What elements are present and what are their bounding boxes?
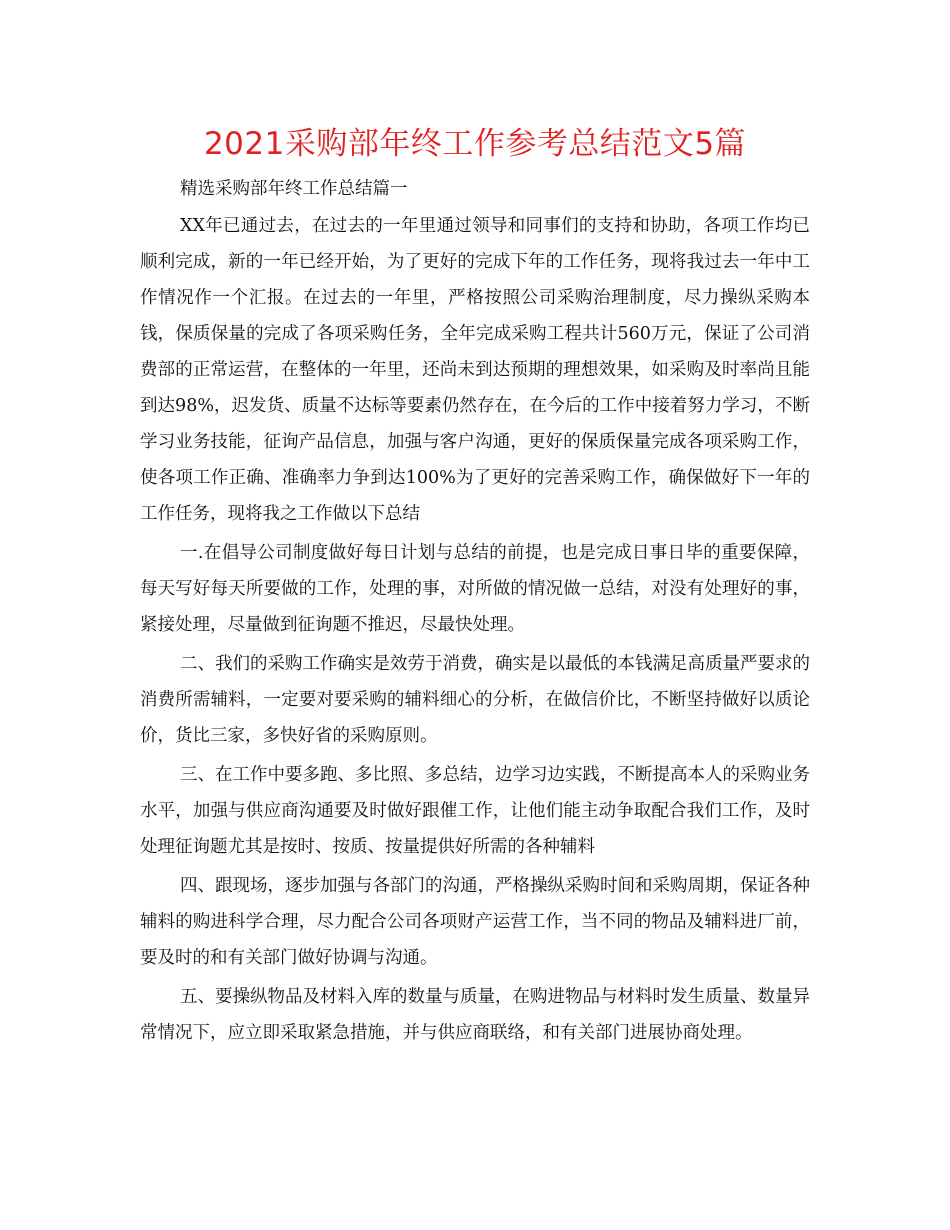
- section-subtitle: 精选采购部年终工作总结篇一: [180, 179, 408, 199]
- paragraph-point-2: 二、我们的采购工作确实是效劳于消费，确实是以最低的本钱满足高质量严要求的消费所需辅料，一定要对要采购的辅料细心的分析，在做信价比，不断坚持做好以质论价，货比三家，多快好省的采购原则。: [140, 654, 810, 746]
- document-title: 2021采购部年终工作参考总结范文5篇: [203, 126, 747, 162]
- paragraph-intro: XX年已通过去，在过去的一年里通过领导和同事们的支持和协助，各项工作均已顺利完成，新的一年已经开始，为了更好的完成下年的工作任务，现将我过去一年中工作情况作一个汇报。在过去的一年里，严格按照公司采购治理制度，尽力操纵采购本钱，保质保量的完成了各项采购任务，全年完成采购工程共计560万元，保证了公司消费部的正常运营，在整体的一年里，还尚未到达预期的理想效果，如采购及时率尚且能到达98%，迟发货、质量不达标等要素仍然存在，在今后的工作中接着努力学习，不断学习业务技能，征询产品信息，加强与客户沟通，更好的保质保量完成各项采购工作，使各项工作正确、准确率力争到达100%为了更好的完善采购工作，确保做好下一年的工作任务，现将我之工作做以下总结: [140, 216, 810, 524]
- paragraph-point-1: 一.在倡导公司制度做好每日计划与总结的前提，也是完成日事日毕的重要保障，每天写好每天所要做的工作，处理的事，对所做的情况做一总结，对没有处理好的事，紧接处理，尽量做到征询题不推迟，尽最快处理。: [140, 543, 810, 635]
- paragraph-point-5: 五、要操纵物品及材料入库的数量与质量，在购进物品与材料时发生质量、数量异常情况下，应立即采取紧急措施，并与供应商联络，和有关部门进展协商处理。: [140, 987, 810, 1043]
- paragraph-point-4: 四、跟现场，逐步加强与各部门的沟通，严格操纵采购时间和采购周期，保证各种辅料的购进科学合理，尽力配合公司各项财产运营工作，当不同的物品及辅料进厂前，要及时的和有关部门做好协调与沟通。: [140, 876, 810, 968]
- paragraph-point-3: 三、在工作中要多跑、多比照、多总结，边学习边实践，不断提高本人的采购业务水平，加强与供应商沟通要及时做好跟催工作，让他们能主动争取配合我们工作，及时处理征询题尤其是按时、按质、按量提供好所需的各种辅料: [140, 765, 810, 857]
